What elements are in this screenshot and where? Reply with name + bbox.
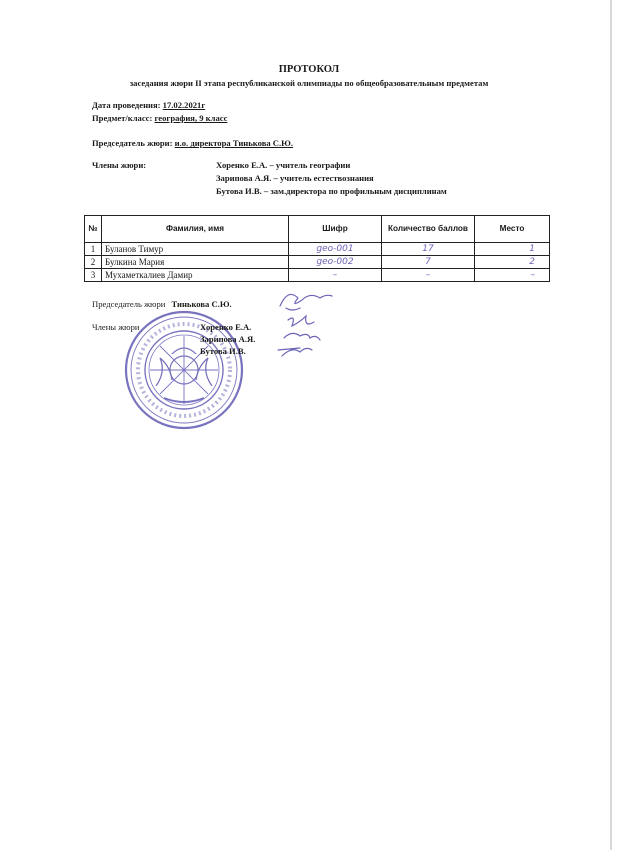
row-name: Буланов Тимур <box>102 243 289 256</box>
row-code: geo-001 <box>289 243 382 256</box>
header-code: Шифр <box>289 216 382 243</box>
header-number: № <box>85 216 102 243</box>
date-line <box>92 100 205 110</box>
subject-label: Предмет/класс: <box>92 113 153 123</box>
table-header-row <box>85 216 550 243</box>
chair-signature-line <box>92 299 232 309</box>
row-place: 2 <box>475 256 550 269</box>
table-row <box>85 256 550 269</box>
document-subtitle: заседания жюри II этапа республиканской олимпиады по общеобразовательным предметам <box>129 78 489 88</box>
subject-line <box>92 113 227 123</box>
chair-signature-name: Тинькова С.Ю. <box>171 299 232 309</box>
member-line-2: Зарипова А.Я. – учитель естествознания <box>216 173 374 183</box>
members-label: Члены жюри: <box>92 160 147 170</box>
row-place: 1 <box>475 243 550 256</box>
member-line-1: Хоренко Е.А. – учитель географии <box>216 160 351 170</box>
row-code: – <box>289 269 382 282</box>
row-score: 17 <box>382 243 475 256</box>
results-table <box>84 215 550 282</box>
date-value: 17.02.2021г <box>162 100 206 110</box>
row-code: geo-002 <box>289 256 382 269</box>
chair-label: Председатель жюри: <box>92 138 173 148</box>
row-name: Мухаметкалиев Дамир <box>102 269 289 282</box>
page-edge <box>610 0 612 850</box>
member-signature-3: Бутова И.В. <box>200 346 246 356</box>
table-row <box>85 243 550 256</box>
header-name: Фамилия, имя <box>102 216 289 243</box>
table-row <box>85 269 550 282</box>
row-number: 3 <box>85 269 102 282</box>
row-name: Булкина Мария <box>102 256 289 269</box>
document-title: ПРОТОКОЛ <box>278 64 340 75</box>
row-score: 7 <box>382 256 475 269</box>
row-place: – <box>475 269 550 282</box>
chair-signature-label: Председатель жюри <box>92 299 166 309</box>
chair-line <box>92 138 293 148</box>
row-number: 2 <box>85 256 102 269</box>
subject-value: география, 9 класс <box>154 113 228 123</box>
header-place: Место <box>475 216 550 243</box>
handwritten-signatures <box>270 286 340 364</box>
header-score: Количество баллов <box>382 216 475 243</box>
row-number: 1 <box>85 243 102 256</box>
members-signature-label: Члены жюри <box>92 322 140 332</box>
chair-value: и.о. директора Тинькова С.Ю. <box>174 138 293 148</box>
member-line-3: Бутова И.В. – зам.директора по профильным дисциплинам <box>216 186 447 196</box>
member-signature-1: Хоренко Е.А. <box>200 322 252 332</box>
date-label: Дата проведения: <box>92 100 161 110</box>
row-score: – <box>382 269 475 282</box>
member-signature-2: Зарипова А.Я. <box>200 334 256 344</box>
